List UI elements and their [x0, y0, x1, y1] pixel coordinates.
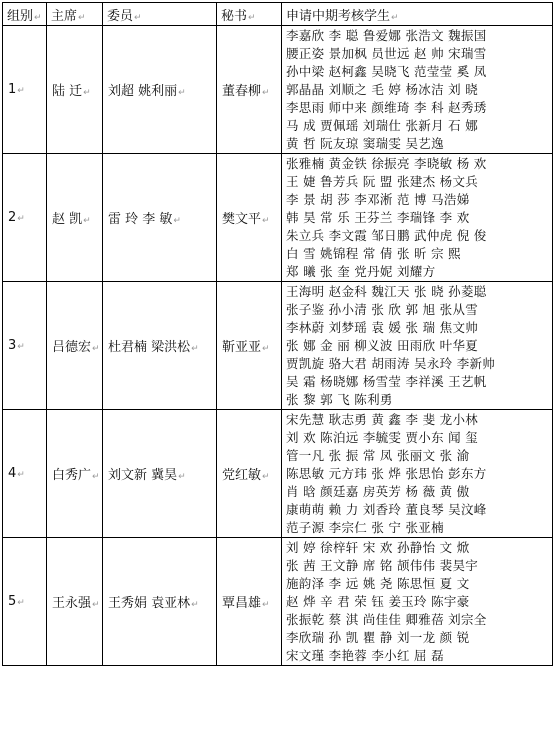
student-line: 吴 霜 杨晓娜 杨雪莹 李祥溪 王艺帆 [286, 374, 487, 389]
student-line: 李嘉欣 李 聪 鲁爱娜 张浩文 魏振国 [286, 28, 487, 43]
member-names: 刘超 姚利丽↵ [103, 26, 217, 154]
table-row [3, 26, 553, 154]
student-line: 刘 婷 徐梓轩 宋 欢 孙静怡 文 焮 [286, 540, 470, 555]
student-line: 李 景 胡 莎 李邓淅 范 博 马浩娣 [286, 192, 470, 207]
group-number: 2↵ [3, 154, 47, 282]
student-line: 腰正姿 景加枫 员世远 赵 帅 宋瑞雪 [286, 46, 487, 61]
member-names: 杜君楠 梁洪松↵ [103, 282, 217, 410]
chair-name: 赵 凯↵ [47, 154, 103, 282]
member-names: 王秀娟 袁亚林↵ [103, 538, 217, 666]
student-list [282, 410, 553, 538]
student-line: 赵 烨 辛 君 荣 钰 姜玉玲 陈宇豪 [286, 594, 470, 609]
student-line: 黄 哲 阮友琼 窦瑞雯 吴艺逸 [286, 136, 444, 151]
chair-name: 陆 迁↵ [47, 26, 103, 154]
group-number: 5↵ [3, 538, 47, 666]
student-line: 郭晶晶 刘顺之 毛 婷 杨冰洁 刘 晓 [286, 82, 479, 97]
table-row [3, 282, 553, 410]
student-line: 张振乾 蔡 淇 尚佳佳 卿雅蓓 刘宗全 [286, 612, 487, 627]
group-number: 1↵ [3, 26, 47, 154]
chair-name: 白秀广↵ [47, 410, 103, 538]
student-line: 张雅楠 黄金铁 徐振亮 李晓敏 杨 欢 [286, 156, 487, 171]
student-list [282, 26, 553, 154]
student-line: 张 茜 王文静 席 铭 颉伟伟 裴昊宇 [286, 558, 479, 573]
student-line: 郑 曦 张 奎 党丹妮 刘耀方 [286, 264, 436, 279]
student-line: 范子源 李宗仁 张 宁 张亚楠 [286, 520, 444, 535]
student-line: 陈思敏 元方玮 张 烨 张思怡 彭东方 [286, 466, 487, 481]
student-list [282, 282, 553, 410]
group-number: 4↵ [3, 410, 47, 538]
member-names: 雷 玲 李 敏↵ [103, 154, 217, 282]
assessment-table [2, 2, 553, 666]
student-line: 孙中梁 赵柯鑫 吴晓飞 范莹莹 奚 凤 [286, 64, 487, 79]
student-line: 李思雨 师中来 颜维琦 李 科 赵秀琇 [286, 100, 487, 115]
student-line: 施韵泽 李 远 姚 尧 陈思恒 夏 文 [286, 576, 470, 591]
student-line: 贾凯旋 骆大君 胡雨涛 吴永玲 李新帅 [286, 356, 496, 371]
chair-name: 吕德宏↵ [47, 282, 103, 410]
header-member: 委员↵ [103, 3, 217, 26]
header-row [3, 3, 553, 26]
student-line: 宋文瑾 李艳蓉 李小红 屈 磊 [286, 648, 444, 663]
student-list [282, 154, 553, 282]
header-group: 组别↵ [3, 3, 47, 26]
header-students: 申请中期考核学生↵ [282, 3, 553, 26]
student-line: 白 雪 姚锦程 常 倩 张 昕 宗 熙 [286, 246, 461, 261]
table-row [3, 154, 553, 282]
member-names: 刘文新 冀昊↵ [103, 410, 217, 538]
secretary-name: 靳亚亚↵ [217, 282, 282, 410]
student-line: 宋先慧 耿志勇 黄 鑫 李 斐 龙小林 [286, 412, 479, 427]
secretary-name: 党红敏↵ [217, 410, 282, 538]
student-line: 康萌萌 赖 力 刘香玲 董良琴 吴汶峰 [286, 502, 487, 517]
student-line: 管一凡 张 振 常 凤 张丽文 张 渝 [286, 448, 470, 463]
student-line: 张子鉴 孙小清 张 欣 郭 旭 张从雪 [286, 302, 479, 317]
student-line: 朱立兵 李文霞 邹日鹏 武仲虎 倪 俊 [286, 228, 487, 243]
table-row [3, 538, 553, 666]
student-line: 张 娜 金 丽 柳义波 田雨欣 叶华夏 [286, 338, 479, 353]
student-line: 马 成 贾佩瑶 刘瑞仕 张新月 石 娜 [286, 118, 479, 133]
review-schedule-document [2, 2, 552, 666]
secretary-name: 樊文平↵ [217, 154, 282, 282]
student-line: 刘 欢 陈泊远 李毓雯 贾小东 闻 玺 [286, 430, 479, 445]
student-line: 张 黎 郭 飞 陈利勇 [286, 392, 393, 407]
student-line: 李欣瑞 孙 凯 瞿 静 刘一龙 颜 锐 [286, 630, 470, 645]
student-list [282, 538, 553, 666]
group-number: 3↵ [3, 282, 47, 410]
secretary-name: 覃昌雄↵ [217, 538, 282, 666]
header-chair: 主席↵ [47, 3, 103, 26]
student-line: 王 婕 鲁芳兵 阮 盟 张建杰 杨文兵 [286, 174, 479, 189]
secretary-name: 董春柳↵ [217, 26, 282, 154]
table-row [3, 410, 553, 538]
student-line: 肖 晗 颜廷嘉 房英芳 杨 薇 黄 傲 [286, 484, 470, 499]
student-line: 王海明 赵金科 魏江天 张 晓 孙菱聪 [286, 284, 487, 299]
student-line: 李林蔚 刘梦瑶 袁 媛 张 瑞 焦文帅 [286, 320, 479, 335]
header-secretary: 秘书↵ [217, 3, 282, 26]
chair-name: 王永强↵ [47, 538, 103, 666]
student-line: 韩 昊 常 乐 王芬兰 李瑞锋 李 欢 [286, 210, 470, 225]
